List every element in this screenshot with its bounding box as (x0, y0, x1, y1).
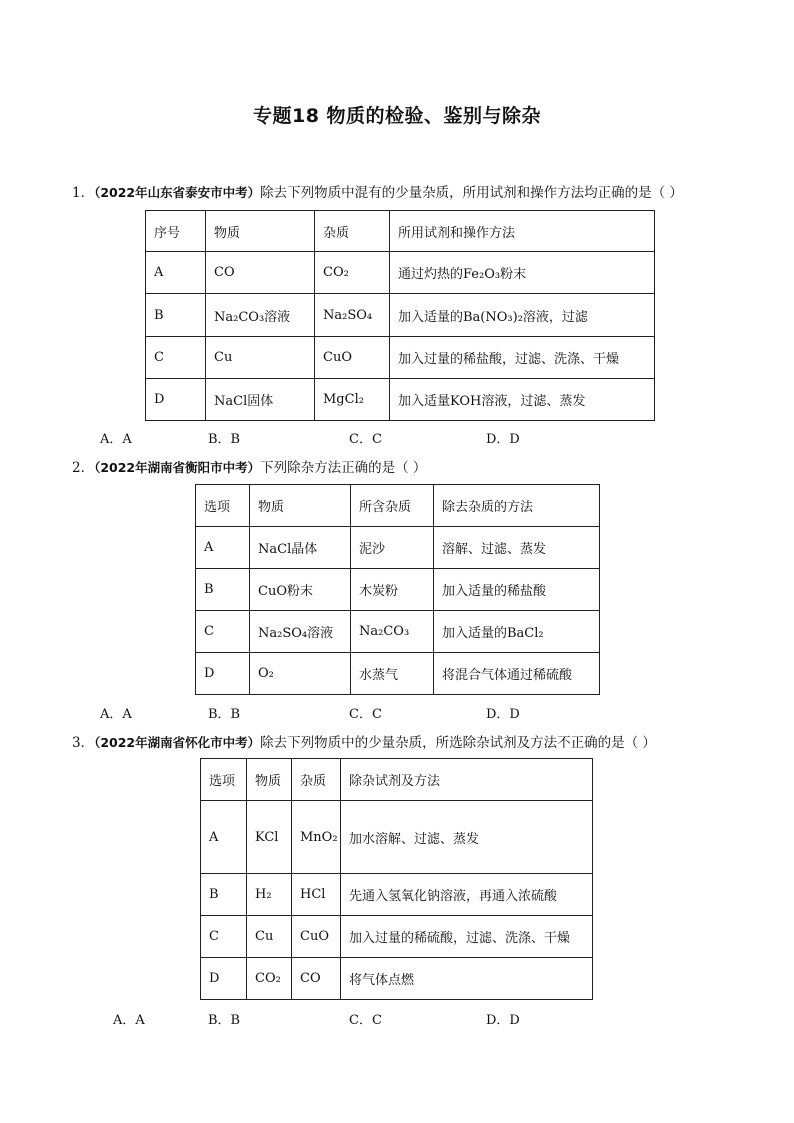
question-3-table (200, 758, 593, 1000)
table-cell: Cu (247, 916, 292, 958)
table-header-cell: 物质 (250, 485, 351, 527)
question-text: 除去下列物质中的少量杂质，所选除杂试剂及方法不正确的是（ ） (260, 735, 656, 751)
table-cell: CuO粉末 (250, 569, 351, 611)
table-cell: CO₂ (315, 252, 390, 294)
table-header-cell: 除杂试剂及方法 (341, 759, 593, 801)
option-a[interactable]: A．A (113, 1013, 145, 1028)
table-cell: NaCl固体 (206, 379, 315, 421)
table-row (196, 653, 600, 695)
table-header-cell: 所用试剂和操作方法 (390, 211, 655, 252)
table-cell: 加水溶解、过滤、蒸发 (341, 801, 593, 874)
question-source: （2022年湖南省怀化市中考） (94, 735, 261, 750)
table-cell: H₂ (247, 874, 292, 916)
table-header-cell: 杂质 (315, 211, 390, 252)
table-cell: HCl (292, 874, 341, 916)
table-row (201, 958, 593, 1000)
table-header-cell: 除去杂质的方法 (434, 485, 600, 527)
option-b[interactable]: B．B (208, 707, 241, 722)
table-header-row (201, 759, 593, 801)
table-cell: 加入过量的稀硫酸，过滤、洗涤、干燥 (341, 916, 593, 958)
option-d[interactable]: D．D (486, 707, 520, 722)
table-cell: 加入适量的Ba(NO₃)₂溶液，过滤 (390, 294, 655, 337)
table-header-cell: 物质 (206, 211, 315, 252)
question-number: 1． (72, 185, 95, 201)
table-cell: CO (206, 252, 315, 294)
question-source: （2022年湖南省衡阳市中考） (94, 460, 261, 475)
table-cell: O₂ (250, 653, 351, 695)
question-2-table (195, 484, 600, 695)
option-c[interactable]: C．C (349, 707, 382, 722)
table-row (196, 569, 600, 611)
table-header-cell: 物质 (247, 759, 292, 801)
table-cell: 加入适量KOH溶液，过滤、蒸发 (390, 379, 655, 421)
question-text: 下列除杂方法正确的是（ ） (260, 460, 427, 476)
table-header-cell: 序号 (146, 211, 206, 252)
table-cell: 通过灼热的Fe₂O₃粉末 (390, 252, 655, 294)
table-cell: A (196, 527, 250, 569)
table-row (196, 527, 600, 569)
table-cell: D (196, 653, 250, 695)
table-cell: MnO₂ (292, 801, 341, 874)
table-cell: MgCl₂ (315, 379, 390, 421)
question-3-stem (72, 734, 752, 752)
table-cell: C (196, 611, 250, 653)
table-cell: Na₂CO₃溶液 (206, 294, 315, 337)
table-cell: 加入适量的BaCl₂ (434, 611, 600, 653)
table-cell: 木炭粉 (351, 569, 434, 611)
question-number: 2． (72, 460, 95, 476)
table-cell: B (201, 874, 247, 916)
table-cell: 水蒸气 (351, 653, 434, 695)
table-cell: CO (292, 958, 341, 1000)
option-b[interactable]: B．B (208, 432, 241, 447)
table-cell: Cu (206, 337, 315, 379)
table-cell: A (201, 801, 247, 874)
question-1-stem (72, 184, 752, 202)
table-header-row (196, 485, 600, 527)
question-number: 3． (72, 735, 95, 751)
table-header-cell: 杂质 (292, 759, 341, 801)
table-header-cell: 选项 (201, 759, 247, 801)
table-cell: B (196, 569, 250, 611)
table-cell: C (201, 916, 247, 958)
table-cell: Na₂SO₄溶液 (250, 611, 351, 653)
table-cell: 将气体点燃 (341, 958, 593, 1000)
option-c[interactable]: C．C (349, 432, 382, 447)
table-row (201, 801, 593, 874)
table-row (196, 611, 600, 653)
option-a[interactable]: A．A (100, 707, 132, 722)
question-text: 除去下列物质中混有的少量杂质，所用试剂和操作方法均正确的是（ ） (260, 185, 683, 201)
table-cell: 溶解、过滤、蒸发 (434, 527, 600, 569)
table-row (146, 379, 655, 421)
table-cell: B (146, 294, 206, 337)
table-header-cell: 选项 (196, 485, 250, 527)
table-cell: Na₂SO₄ (315, 294, 390, 337)
option-d[interactable]: D．D (486, 1013, 520, 1028)
table-cell: 加入适量的稀盐酸 (434, 569, 600, 611)
table-cell: CO₂ (247, 958, 292, 1000)
question-1-table (145, 210, 655, 421)
option-a[interactable]: A．A (100, 432, 132, 447)
table-cell: 泥沙 (351, 527, 434, 569)
table-header-cell: 所含杂质 (351, 485, 434, 527)
table-header-row (146, 211, 655, 252)
table-row (146, 337, 655, 379)
table-cell: D (146, 379, 206, 421)
question-2-stem (72, 459, 752, 477)
table-cell: KCl (247, 801, 292, 874)
table-cell: 将混合气体通过稀硫酸 (434, 653, 600, 695)
option-d[interactable]: D．D (486, 432, 520, 447)
table-cell: NaCl晶体 (250, 527, 351, 569)
question-source: （2022年山东省泰安市中考） (94, 185, 261, 200)
table-cell: CuO (315, 337, 390, 379)
page-title: 专题18 物质的检验、鉴别与除杂 (252, 105, 542, 127)
table-row (201, 874, 593, 916)
option-b[interactable]: B．B (208, 1013, 241, 1028)
table-row (146, 252, 655, 294)
table-cell: C (146, 337, 206, 379)
table-cell: CuO (292, 916, 341, 958)
table-row (146, 294, 655, 337)
table-cell: D (201, 958, 247, 1000)
table-cell: 先通入氢氧化钠溶液，再通入浓硫酸 (341, 874, 593, 916)
option-c[interactable]: C．C (349, 1013, 382, 1028)
table-cell: A (146, 252, 206, 294)
table-row (201, 916, 593, 958)
table-cell: 加入过量的稀盐酸，过滤、洗涤、干燥 (390, 337, 655, 379)
table-cell: Na₂CO₃ (351, 611, 434, 653)
